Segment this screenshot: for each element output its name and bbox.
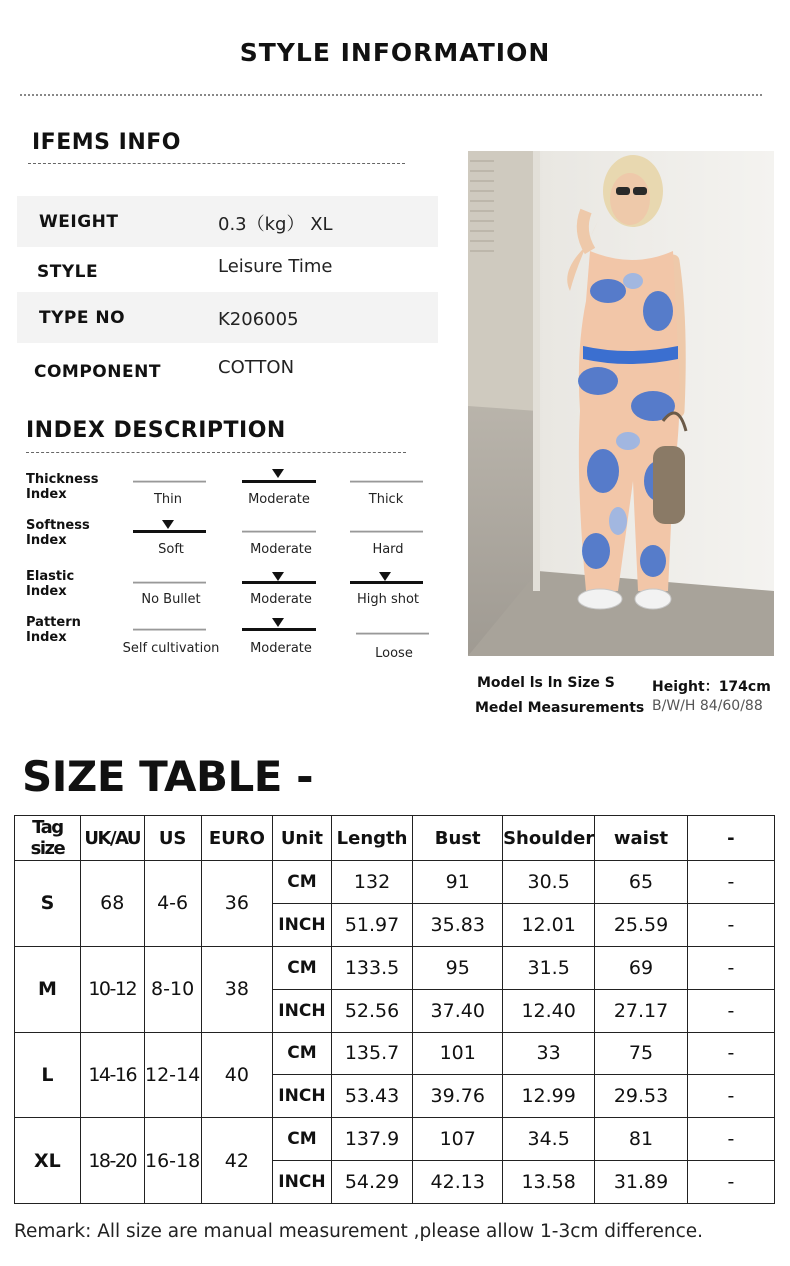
index-option: Moderate [250, 592, 312, 607]
tag-size-cell: L [15, 1032, 81, 1118]
col-header: Length [331, 816, 413, 861]
shoulder-cell: 30.5 [503, 861, 595, 904]
table-row [15, 946, 775, 989]
info-key: COMPONENT [34, 362, 161, 382]
unit-cell: INCH [273, 903, 332, 946]
ukau-cell: 18-20 [80, 1118, 144, 1204]
col-header: UK/AU [80, 816, 144, 861]
bust-cell: 37.40 [413, 989, 503, 1032]
index-bar [133, 629, 206, 630]
elastic-index-label [26, 569, 74, 599]
index-description-heading: INDEX DESCRIPTION [26, 418, 286, 443]
shoulder-cell: 34.5 [503, 1118, 595, 1161]
index-label-line: Index [26, 630, 67, 645]
softness-index-label [26, 518, 90, 548]
pattern-index-label [26, 615, 81, 645]
us-cell: 4-6 [144, 861, 201, 947]
bust-cell: 101 [413, 1032, 503, 1075]
index-label-line: Softness [26, 518, 90, 533]
thickness-index-label [26, 472, 98, 502]
info-value: 0.3（kg） XL [218, 214, 333, 235]
bust-cell: 95 [413, 946, 503, 989]
index-bar [133, 481, 206, 482]
us-cell: 12-14 [144, 1032, 201, 1118]
index-option: Moderate [250, 641, 312, 656]
index-label-line: Index [26, 533, 67, 548]
selected-arrow-icon [272, 469, 284, 478]
waist-cell: 29.53 [595, 1075, 688, 1118]
extra-cell: - [687, 1161, 774, 1204]
us-cell: 8-10 [144, 946, 201, 1032]
shoulder-cell: 33 [503, 1032, 595, 1075]
index-bar [133, 582, 206, 583]
info-row-component [17, 344, 438, 395]
waist-cell: 27.17 [595, 989, 688, 1032]
info-key: STYLE [37, 262, 99, 282]
selected-arrow-icon [162, 520, 174, 529]
index-bar-selected [350, 581, 423, 584]
bust-cell: 42.13 [413, 1161, 503, 1204]
shoulder-cell: 12.01 [503, 903, 595, 946]
col-header: US [144, 816, 201, 861]
col-header: Shoulder [503, 816, 595, 861]
tag-size-cell: M [15, 946, 81, 1032]
title-divider [20, 94, 762, 96]
extra-cell: - [687, 1032, 774, 1075]
col-header: waist [595, 816, 688, 861]
table-row [15, 861, 775, 904]
waist-cell: 69 [595, 946, 688, 989]
unit-cell: CM [273, 1032, 332, 1075]
page-title: STYLE INFORMATION [239, 38, 551, 67]
index-option: Moderate [250, 542, 312, 557]
extra-cell: - [687, 989, 774, 1032]
ukau-cell: 10-12 [80, 946, 144, 1032]
index-option: Moderate [248, 492, 310, 507]
col-header: Tag size [15, 816, 81, 861]
shoulder-cell: 12.40 [503, 989, 595, 1032]
waist-cell: 81 [595, 1118, 688, 1161]
selected-arrow-icon [272, 572, 284, 581]
index-label-line: Index [26, 487, 67, 502]
tag-size-cell: XL [15, 1118, 81, 1204]
info-row-type-no [17, 292, 438, 343]
bust-cell: 39.76 [413, 1075, 503, 1118]
index-option: Loose [375, 646, 413, 661]
info-key: WEIGHT [39, 212, 119, 232]
index-option: Hard [372, 542, 404, 557]
shoulder-cell: 13.58 [503, 1161, 595, 1204]
length-cell: 133.5 [331, 946, 413, 989]
index-option: Soft [158, 542, 184, 557]
items-info-heading: IFEMS INFO [32, 130, 181, 155]
info-value: Leisure Time [218, 256, 333, 277]
selected-arrow-icon [272, 618, 284, 627]
euro-cell: 40 [201, 1032, 272, 1118]
waist-cell: 25.59 [595, 903, 688, 946]
length-cell: 135.7 [331, 1032, 413, 1075]
info-value: COTTON [218, 357, 295, 378]
waist-cell: 75 [595, 1032, 688, 1075]
size-table [14, 815, 775, 1204]
unit-cell: CM [273, 1118, 332, 1161]
index-bar [350, 481, 423, 482]
waist-cell: 65 [595, 861, 688, 904]
index-bar [350, 531, 423, 532]
length-cell: 51.97 [331, 903, 413, 946]
selected-arrow-icon [379, 572, 391, 581]
index-label-line: Elastic [26, 569, 75, 584]
unit-cell: INCH [273, 1075, 332, 1118]
items-info-divider [28, 163, 405, 164]
index-option: Thin [153, 492, 183, 507]
model-measurements-label: Medel Measurements [475, 700, 645, 716]
table-row [15, 1118, 775, 1161]
bust-cell: 35.83 [413, 903, 503, 946]
unit-cell: CM [273, 946, 332, 989]
tag-size-cell: S [15, 861, 81, 947]
index-label-line: Pattern [26, 615, 81, 630]
extra-cell: - [687, 946, 774, 989]
index-bar-selected [133, 530, 206, 533]
col-header: Bust [413, 816, 503, 861]
extra-cell: - [687, 861, 774, 904]
model-illustration [468, 151, 774, 656]
info-value: K206005 [218, 309, 299, 330]
index-option: No Bullet [141, 592, 201, 607]
table-header-row [15, 816, 775, 861]
index-label-line: Index [26, 584, 67, 599]
index-bar-selected [242, 581, 316, 584]
col-header: - [687, 816, 774, 861]
length-cell: 54.29 [331, 1161, 413, 1204]
model-height: Height：174cm [652, 679, 771, 695]
index-label-line: Thickness [26, 472, 99, 487]
euro-cell: 38 [201, 946, 272, 1032]
info-row-weight [17, 196, 438, 247]
model-bwh: B/W/H 84/60/88 [652, 698, 763, 714]
ukau-cell: 14-16 [80, 1032, 144, 1118]
index-description-divider [26, 452, 406, 453]
index-bar-selected [242, 480, 316, 483]
size-table-heading: SIZE TABLE - [22, 752, 314, 801]
bust-cell: 107 [413, 1118, 503, 1161]
bust-cell: 91 [413, 861, 503, 904]
remark-text: Remark: All size are manual measurement ,please allow 1-3cm difference. [14, 1221, 704, 1242]
euro-cell: 42 [201, 1118, 272, 1204]
shoulder-cell: 12.99 [503, 1075, 595, 1118]
col-header: EURO [201, 816, 272, 861]
table-row [15, 1032, 775, 1075]
length-cell: 132 [331, 861, 413, 904]
unit-cell: INCH [273, 1161, 332, 1204]
info-row-style [17, 244, 438, 295]
ukau-cell: 68 [80, 861, 144, 947]
length-cell: 52.56 [331, 989, 413, 1032]
unit-cell: CM [273, 861, 332, 904]
extra-cell: - [687, 1118, 774, 1161]
index-option: Thick [368, 492, 404, 507]
index-option: High shot [356, 592, 420, 607]
info-key: TYPE NO [39, 308, 126, 328]
col-header: Unit [273, 816, 332, 861]
waist-cell: 31.89 [595, 1161, 688, 1204]
us-cell: 16-18 [144, 1118, 201, 1204]
length-cell: 137.9 [331, 1118, 413, 1161]
index-option: Self cultivation [122, 641, 220, 656]
extra-cell: - [687, 903, 774, 946]
shoulder-cell: 31.5 [503, 946, 595, 989]
length-cell: 53.43 [331, 1075, 413, 1118]
model-size-text: Model ls ln Size S [477, 675, 615, 691]
index-bar-selected [242, 628, 316, 631]
euro-cell: 36 [201, 861, 272, 947]
product-photo [468, 151, 774, 656]
index-bar [356, 633, 429, 634]
extra-cell: - [687, 1075, 774, 1118]
unit-cell: INCH [273, 989, 332, 1032]
index-bar [242, 531, 316, 532]
